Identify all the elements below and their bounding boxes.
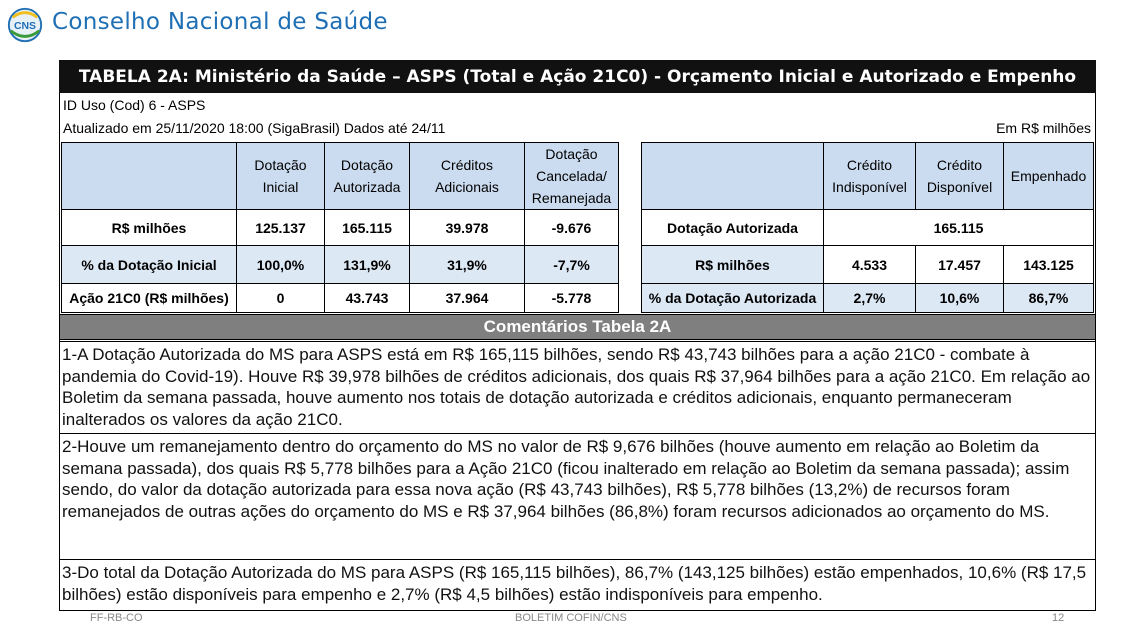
table-header: Créditos Adicionais xyxy=(410,143,525,210)
table-cell: 143.125 xyxy=(1004,246,1094,284)
comments-title: Comentários Tabela 2A xyxy=(59,314,1096,340)
table-header: Dotação Cancelada/ Remanejada xyxy=(525,143,619,210)
table-header: Dotação Inicial xyxy=(237,143,325,210)
table-cell: 31,9% xyxy=(410,246,525,284)
svg-text:CNS: CNS xyxy=(13,20,37,32)
table-row xyxy=(642,246,1094,284)
table-cell: 17.457 xyxy=(916,246,1004,284)
row-label: Dotação Autorizada xyxy=(642,210,824,246)
table-cell: 165.115 xyxy=(325,210,410,246)
table-cell: 43.743 xyxy=(325,284,410,313)
table-cell: 100,0% xyxy=(237,246,325,284)
table-cell: 165.115 xyxy=(824,210,1094,246)
table-cell: 86,7% xyxy=(1004,284,1094,313)
row-label: % da Dotação Inicial xyxy=(62,246,237,284)
table-cell: 0 xyxy=(237,284,325,313)
budget-table-right xyxy=(641,142,1094,313)
footer-left: FF-RB-CO xyxy=(90,612,143,624)
table-header xyxy=(642,143,824,210)
org-title: Conselho Nacional de Saúde xyxy=(52,9,388,35)
table-row xyxy=(62,284,619,313)
table-header: Crédito Disponível xyxy=(916,143,1004,210)
comment-item: 1-A Dotação Autorizada do MS para ASPS está em R$ 165,115 bilhões, sendo R$ 43,743 bilhões para a ação 21C0 - combate à pandemia do Covid-19). Houve R$ 39,978 bilhões de créditos adicionais, dos quais R$ 37,964 bilhões para a ação 21C0. Em relação ao Boletim da semana passada, houve aumento nos totais de dotação autorizada e créditos adicionais, enquanto permaneceram inalterados os valores da ação 21C0. xyxy=(59,341,1096,433)
id-uso-label: ID Uso (Cod) 6 - ASPS xyxy=(63,97,206,113)
page-number: 12 xyxy=(1052,612,1065,624)
footer-center: BOLETIM COFIN/CNS xyxy=(515,612,627,624)
table-header: Empenhado xyxy=(1004,143,1094,210)
table-cell: -7,7% xyxy=(525,246,619,284)
table-title: TABELA 2A: Ministério da Saúde – ASPS (Total e Ação 21C0) - Orçamento Inicial e Autorizado e Empenho xyxy=(59,60,1096,93)
table-cell: 2,7% xyxy=(824,284,916,313)
table-cell: 10,6% xyxy=(916,284,1004,313)
row-label: R$ milhões xyxy=(62,210,237,246)
table-header xyxy=(62,143,237,210)
budget-table-left xyxy=(61,142,619,313)
table-row xyxy=(642,284,1094,313)
table-cell: 37.964 xyxy=(410,284,525,313)
row-label: % da Dotação Autorizada xyxy=(642,284,824,313)
comment-item: 3-Do total da Dotação Autorizada do MS para ASPS (R$ 165,115 bilhões), 86,7% (143,125 bilhões) estão empenhados, 10,6% (R$ 17,5 bilhões) estão disponíveis para empenho e 2,7% (R$ 4,5 bilhões) estão indisponíveis para empenho. xyxy=(59,559,1096,611)
table-header: Dotação Autorizada xyxy=(325,143,410,210)
row-label: Ação 21C0 (R$ milhões) xyxy=(62,284,237,313)
table-cell: -9.676 xyxy=(525,210,619,246)
row-label: R$ milhões xyxy=(642,246,824,284)
comment-item: 2-Houve um remanejamento dentro do orçamento do MS no valor de R$ 9,676 bilhões (houve aumento em relação ao Boletim da semana passada), dos quais R$ 5,778 bilhões para a Ação 21C0 (ficou inalterado em relação ao Boletim da semana passada); assim sendo, do valor da dotação autorizada para essa nova ação (R$ 43,743 bilhões), R$ 5,778 bilhões (13,2%) de recursos foram remanejados de outras ações do orçamento do MS e R$ 37,964 bilhões (86,8%) foram recursos adicionados ao orçamento do MS. xyxy=(59,433,1096,551)
table-row xyxy=(62,210,619,246)
table-cell: 125.137 xyxy=(237,210,325,246)
table-cell: -5.778 xyxy=(525,284,619,313)
table-row xyxy=(62,246,619,284)
table-row xyxy=(642,210,1094,246)
unit-label: Em R$ milhões xyxy=(996,120,1091,136)
table-cell: 39.978 xyxy=(410,210,525,246)
table-cell: 4.533 xyxy=(824,246,916,284)
table-cell: 131,9% xyxy=(325,246,410,284)
table-header: Crédito Indisponível xyxy=(824,143,916,210)
updated-label: Atualizado em 25/11/2020 18:00 (SigaBrasil) Dados até 24/11 xyxy=(63,120,446,136)
cns-logo xyxy=(6,6,44,44)
